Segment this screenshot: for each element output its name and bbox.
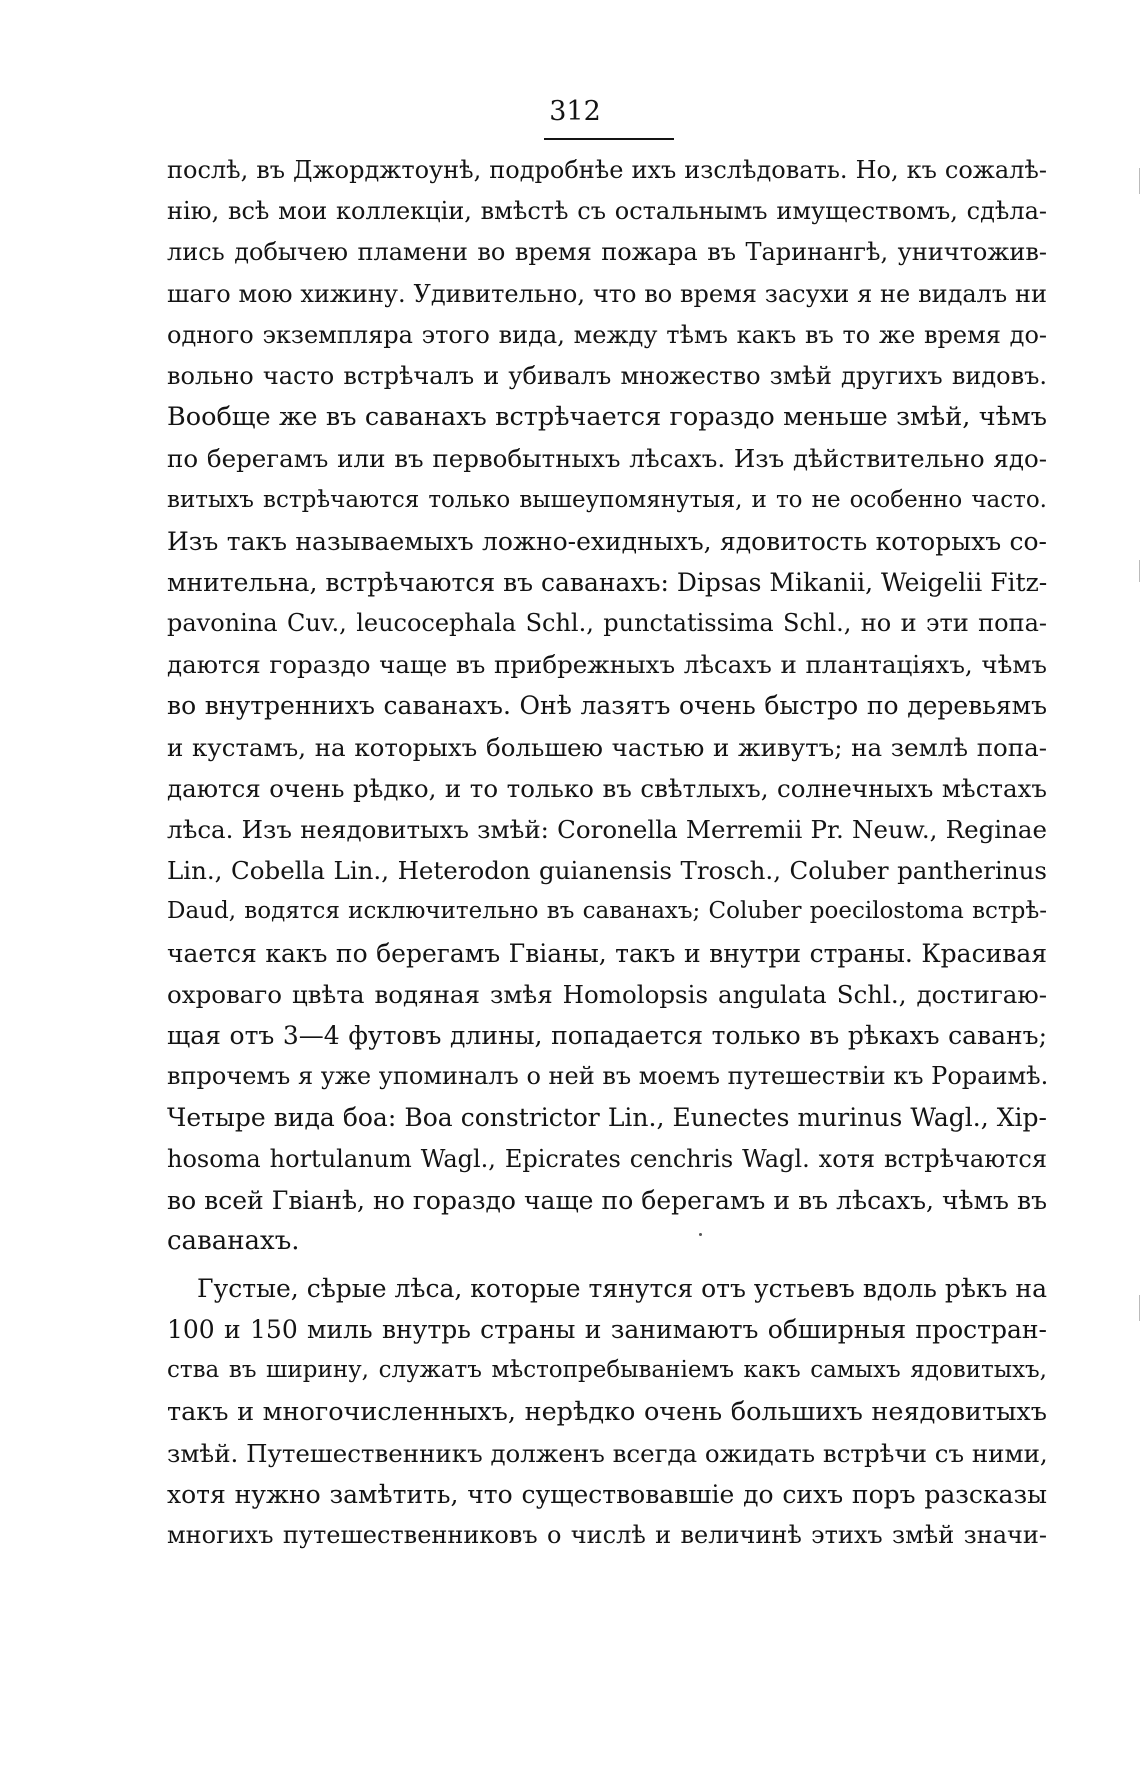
- text-line: по берегамъ или въ первобытныхъ лѣсахъ. Изъ дѣйствительно ядо-: [167, 444, 1047, 474]
- text-line: вольно часто встрѣчалъ и убивалъ множество змѣй другихъ видовъ.: [167, 361, 1047, 390]
- paragraph-2: [167, 1268, 1047, 1556]
- text-line: чается какъ по берегамъ Гвіаны, такъ и внутри страны. Красивая: [167, 938, 1047, 968]
- text-line: змѣй. Путешественникъ долженъ всегда ожидать встрѣчи съ ними,: [167, 1438, 1048, 1468]
- text-line: ства въ ширину, служатъ мѣстопребываніемъ какъ самыхъ ядовитыхъ,: [167, 1357, 1047, 1384]
- page-number-rule: [544, 138, 674, 140]
- text-line: hosoma hortulanum Wagl., Epicrates cenchris Wagl. хотя встрѣчаются: [167, 1144, 1047, 1173]
- text-line: и кустамъ, на которыхъ большею частью и живутъ; на землѣ попа-: [167, 732, 1047, 762]
- text-line: даются гораздо чаще въ прибрежныхъ лѣсахъ и плантаціяхъ, чѣмъ: [167, 650, 1047, 680]
- text-line: лѣса. Изъ неядовитыхъ змѣй: Coronella Merremii Pr. Neuw., Reginae: [167, 815, 1047, 844]
- text-line: впрочемъ я уже упоминалъ о ней въ моемъ путешествіи къ Рораимѣ.: [167, 1062, 1049, 1091]
- text-line: мнительна, встрѣчаются въ саванахъ: Dipsas Mikanii, Weigelii Fitz-: [167, 567, 1048, 597]
- text-line: щая отъ 3—4 футовъ длины, попадается только въ рѣкахъ саванъ;: [167, 1020, 1047, 1050]
- text-line: Daud, водятся исключительно въ саванахъ; Coluber poecilostoma встрѣ-: [167, 898, 1047, 925]
- text-line: охроваго цвѣта водяная змѣя Homolopsis angulata Schl., достигаю-: [167, 979, 1047, 1009]
- text-line: Густые, сѣрые лѣса, которые тянутся отъ устьевъ вдоль рѣкъ на: [197, 1274, 1047, 1304]
- text-line: Lin., Cobella Lin., Heterodon guianensis Trosch., Coluber pantherinus: [167, 856, 1047, 886]
- text-line: лись добычею пламени во время пожара въ Таринангѣ, уничтожив-: [167, 238, 1047, 267]
- text-line: во внутреннихъ саванахъ. Онѣ лазятъ очень быстро по деревьямъ: [167, 691, 1047, 721]
- body-text: [167, 150, 1047, 1556]
- text-line: хотя нужно замѣтить, что существовавшіе до сихъ поръ разсказы: [167, 1480, 1047, 1509]
- text-line: Изъ такъ называемыхъ ложно-ехидныхъ, ядовитость которыхъ со-: [167, 526, 1047, 556]
- text-line: pavonina Cuv., leucocephala Schl., punctatissima Schl., но и эти попа-: [167, 609, 1047, 638]
- paragraph-1: [167, 150, 1047, 1262]
- text-line: Вообще же въ саванахъ встрѣчается гораздо меньше змѣй, чѣмъ: [167, 402, 1047, 433]
- text-line: послѣ, въ Джорджтоунѣ, подробнѣе ихъ изслѣдовать. Но, къ сожалѣ-: [167, 156, 1047, 184]
- text-line: 100 и 150 миль внутрь страны и занимаютъ обширныя простран-: [167, 1315, 1047, 1345]
- text-line: во всей Гвіанѣ, но гораздо чаще по берегамъ и въ лѣсахъ, чѣмъ въ: [167, 1185, 1047, 1215]
- text-line: витыхъ встрѣчаются только вышеупомянутыя, и то не особенно часто.: [167, 486, 1047, 513]
- text-line: такъ и многочисленныхъ, нерѣдко очень большихъ неядовитыхъ: [167, 1396, 1047, 1427]
- text-line: нію, всѣ мои коллекціи, вмѣстѣ съ остальнымъ имуществомъ, сдѣла-: [167, 197, 1047, 226]
- text-line: Четыре вида боа: Boa constrictor Lin., Eunectes murinus Wagl., Xip-: [167, 1103, 1047, 1133]
- text-line: многихъ путешественниковъ о числѣ и величинѣ этихъ змѣй значи-: [167, 1521, 1047, 1550]
- text-line: одного экземпляра этого вида, между тѣмъ какъ въ то же время до-: [167, 320, 1047, 349]
- text-line: даются очень рѣдко, и то только въ свѣтлыхъ, солнечныхъ мѣстахъ: [167, 773, 1047, 803]
- ink-speck: [699, 1233, 702, 1236]
- text-line: саванахъ.: [167, 1225, 300, 1256]
- page-number: 312: [549, 96, 601, 127]
- text-line: шаго мою хижину. Удивительно, что во время засухи я не видалъ ни: [167, 279, 1047, 308]
